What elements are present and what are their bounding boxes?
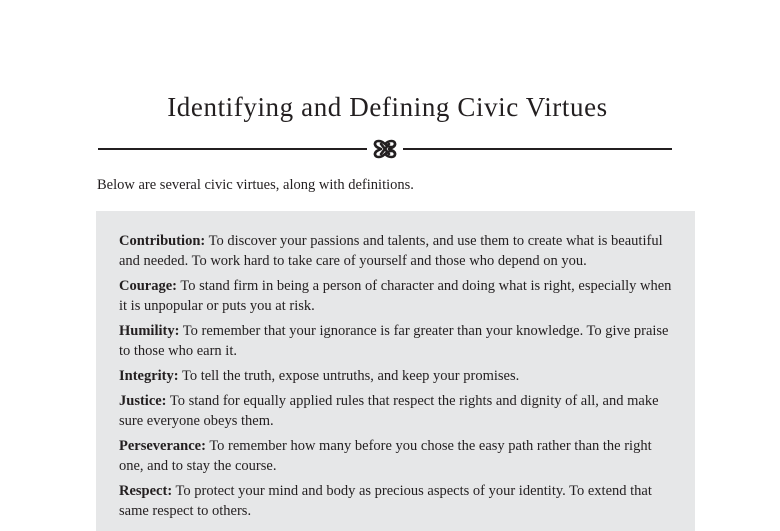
- virtue-definition: To protect your mind and body as precious aspects of your identity. To extend that same respect to others.: [119, 483, 652, 519]
- virtue-term: Perseverance:: [119, 438, 206, 454]
- virtue-entry-humility: [119, 321, 675, 361]
- virtue-entry-respect: [119, 481, 675, 521]
- virtue-entry-perseverance: [119, 436, 675, 476]
- virtue-term: Justice:: [119, 393, 167, 409]
- virtue-entry-justice: [119, 391, 675, 431]
- virtue-definition: To remember that your ignorance is far greater than your knowledge. To give praise to those who earn it.: [119, 323, 669, 359]
- virtue-definition: To stand firm in being a person of character and doing what is right, especially when it is unpopular or puts you at risk.: [119, 278, 672, 314]
- virtue-definition: To remember how many before you chose the easy path rather than the right one, and to stay the course.: [119, 438, 652, 474]
- virtue-term: Humility:: [119, 323, 180, 339]
- virtue-term: Courage:: [119, 278, 177, 294]
- divider-rule-left: [98, 148, 367, 150]
- page-title: Identifying and Defining Civic Virtues: [167, 92, 608, 122]
- divider-rule-right: [403, 148, 672, 150]
- virtue-term: Contribution:: [119, 233, 206, 249]
- virtue-definition: To stand for equally applied rules that respect the rights and dignity of all, and make sure everyone obeys them.: [119, 393, 659, 429]
- virtue-term: Integrity:: [119, 368, 179, 384]
- virtue-definition: To discover your passions and talents, and use them to create what is beautiful and needed. To work hard to take care of yourself and those who depend on you.: [119, 233, 663, 269]
- virtue-definition: To tell the truth, expose untruths, and keep your promises.: [181, 368, 520, 384]
- virtue-entry-courage: [119, 276, 675, 316]
- title-divider: [98, 138, 672, 160]
- celtic-knot-icon: [371, 138, 399, 160]
- virtue-entry-contribution: [119, 231, 675, 271]
- virtue-entry-integrity: [119, 366, 675, 386]
- intro-text: Below are several civic virtues, along with definitions.: [97, 177, 414, 193]
- virtue-term: Respect:: [119, 483, 173, 499]
- virtues-box: [96, 211, 695, 531]
